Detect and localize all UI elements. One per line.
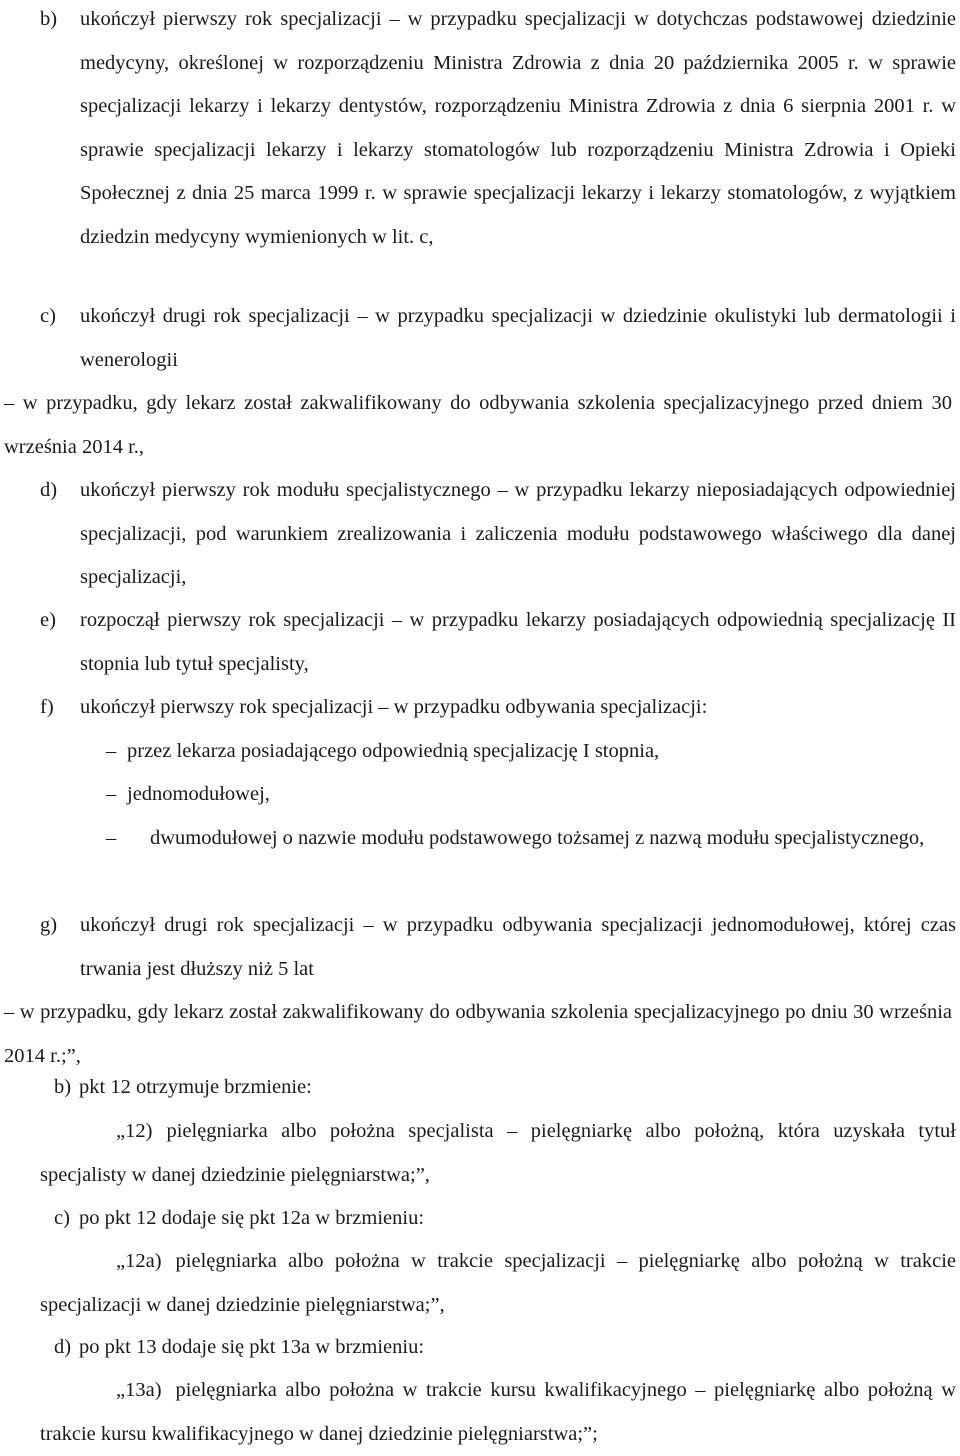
item-label: e)	[40, 609, 56, 631]
item-label: g)	[40, 914, 58, 936]
list-item-e	[40, 599, 956, 686]
point-label: c)	[54, 1207, 70, 1229]
item-text: ukończył pierwszy rok specjalizacji – w przypadku specjalizacji w dotychczas podstawowej dziedzinie medycyny, określonej w rozporządzeniu Ministra Zdrowia z dnia 20 października 2005 r. w sprawie specjalizacji lekarzy i lekarzy dentystów, rozporządzeniu Ministra Zdrowia z dnia 6 sierpnia 2001 r. w sprawie specjalizacji lekarzy i lekarzy stomatologów lub rozporządzeniu Ministra Zdrowia i Opieki Społecznej z dnia 25 marca 1999 r. w sprawie specjalizacji lekarzy i lekarzy stomatologów, z wyjątkiem dziedzin medycyny wymienionych w lit. c,	[80, 8, 956, 248]
quote-number: „12)	[116, 1120, 153, 1142]
point-text: pkt 12 otrzymuje brzmienie:	[79, 1076, 312, 1098]
item-text: ukończył drugi rok specjalizacji – w przypadku odbywania specjalizacji jednomodułowej, której czas trwania jest dłuższy niż 5 lat	[80, 914, 956, 980]
f-subitem-3	[106, 817, 956, 861]
list-item-b	[40, 0, 956, 259]
point-label: d)	[54, 1336, 72, 1358]
dash-paragraph-1	[4, 382, 952, 469]
quote-number: „12a)	[116, 1250, 162, 1272]
dash-marker: –	[106, 783, 117, 805]
list-item-d	[40, 469, 956, 600]
quote-13a	[40, 1369, 956, 1456]
item-text: ukończył drugi rok specjalizacji – w przypadku specjalizacji w dziedzinie okulistyki lub dermatologii i wenerologii	[80, 305, 956, 371]
list-item-c	[40, 295, 956, 382]
point-d	[54, 1326, 956, 1370]
item-label: b)	[40, 8, 58, 30]
point-label: b)	[54, 1076, 72, 1098]
item-text: ukończył pierwszy rok modułu specjalistycznego – w przypadku lekarzy nieposiadających odpowiedniej specjalizacji, pod warunkiem zrealizowania i zaliczenia modułu podstawowego właściwego dla danej specjalizacji,	[80, 479, 956, 588]
dash-paragraph-2	[4, 991, 952, 1078]
paragraph-text: – w przypadku, gdy lekarz został zakwalifikowany do odbywania szkolenia specjalizacyjnego przed dniem 30 września 2014 r.,	[4, 392, 952, 458]
point-c	[54, 1197, 956, 1241]
point-b	[54, 1066, 956, 1110]
quote-12a	[40, 1240, 956, 1327]
f-subitem-1	[106, 730, 956, 774]
f-subitem-2	[106, 773, 956, 817]
item-label: c)	[40, 305, 56, 327]
quote-number: „13a)	[116, 1379, 162, 1401]
dash-marker: –	[106, 740, 117, 762]
paragraph-text: – w przypadku, gdy lekarz został zakwalifikowany do odbywania szkolenia specjalizacyjnego po dniu 30 września 2014 r.;”,	[4, 1001, 952, 1067]
list-item-f	[40, 686, 956, 730]
point-text: po pkt 13 dodaje się pkt 13a w brzmieniu:	[79, 1336, 425, 1358]
point-text: po pkt 12 dodaje się pkt 12a w brzmieniu:	[79, 1207, 425, 1229]
dash-marker: –	[106, 827, 117, 849]
subitem-text: jednomodułowej,	[127, 783, 270, 805]
subitem-text: dwumodułowej o nazwie modułu podstawowego tożsamej z nazwą modułu specjalistycznego,	[150, 827, 925, 849]
quote-text: pielęgniarka albo położna w trakcie specjalizacji – pielęgniarkę albo położną w trakcie specjalizacji w danej dziedzinie pielęgniarstwa;”,	[40, 1250, 956, 1316]
item-label: f)	[40, 696, 54, 718]
list-item-g	[40, 904, 956, 991]
subitem-text: przez lekarza posiadającego odpowiednią specjalizację I stopnia,	[127, 740, 660, 762]
quote-12	[40, 1110, 956, 1197]
quote-text: pielęgniarka albo położna w trakcie kursu kwalifikacyjnego – pielęgniarkę albo położną w trakcie kursu kwalifikacyjnego w danej dziedzinie pielęgniarstwa;”;	[40, 1379, 956, 1445]
item-text: ukończył pierwszy rok specjalizacji – w przypadku odbywania specjalizacji:	[80, 696, 708, 718]
quote-text: pielęgniarka albo położna specjalista – pielęgniarkę albo położną, która uzyskała tytuł specjalisty w danej dziedzinie pielęgniarstwa;”,	[40, 1120, 956, 1186]
item-text: rozpoczął pierwszy rok specjalizacji – w przypadku lekarzy posiadających odpowiednią specjalizację II stopnia lub tytuł specjalisty,	[80, 609, 956, 675]
item-label: d)	[40, 479, 58, 501]
